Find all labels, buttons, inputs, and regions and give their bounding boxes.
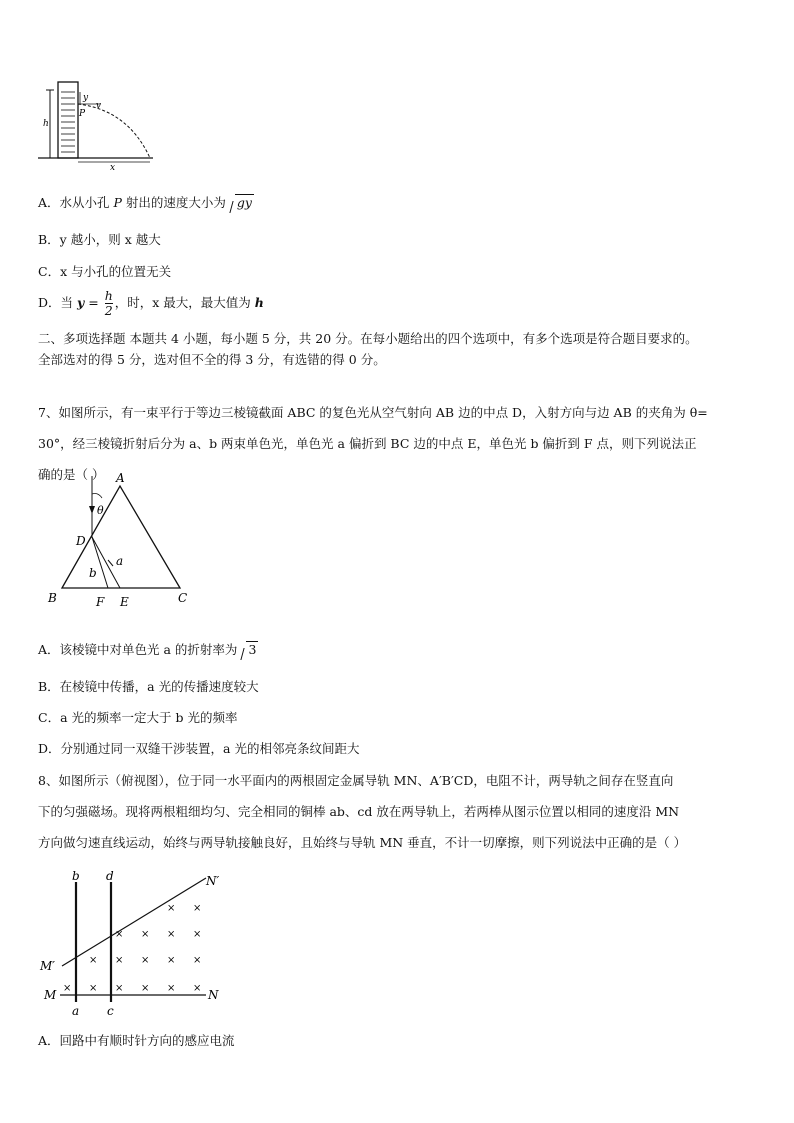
fig1-label-x: x bbox=[110, 163, 116, 172]
prism-vertex-b: B bbox=[48, 591, 57, 605]
fig1-label-y: y bbox=[83, 93, 89, 103]
field-cross: × bbox=[193, 929, 202, 940]
fig1-label-v: v bbox=[96, 101, 102, 111]
prism-point-e: E bbox=[120, 595, 129, 609]
prism-theta: θ bbox=[97, 504, 104, 517]
rails-label-b: b bbox=[72, 869, 80, 883]
q7-option-b: B．在棱镜中传播，a 光的传播速度较大 bbox=[38, 679, 259, 694]
q6-option-c: C．x 与小孔的位置无关 bbox=[38, 264, 172, 279]
q8-option-a: A．回路中有顺时针方向的感应电流 bbox=[38, 1033, 235, 1048]
q7-stem-line1: 7、如图所示，有一束平行于等边三棱镜截面 ABC 的复色光从空气射向 AB 边的中点 D，入射方向与边 AB 的夹角为 θ= bbox=[38, 405, 708, 420]
fraction-h-over-2: $\frac{h}{2}$ bbox=[104, 288, 113, 318]
q8-stem-line1: 8、如图所示（俯视图），位于同一水平面内的两根固定金属导轨 MN、A′B′CD，电阻不计，两导轨之间存在竖直向 bbox=[38, 773, 674, 788]
field-cross: × bbox=[115, 929, 124, 940]
field-cross: × bbox=[115, 983, 124, 994]
sqrt-3: 3 bbox=[237, 642, 258, 657]
rails-label-a: a bbox=[72, 1004, 80, 1018]
fig1-label-p: P bbox=[79, 109, 86, 119]
prism-vertex-c: C bbox=[178, 591, 188, 605]
rails-label-n: N bbox=[208, 988, 219, 1002]
rails-label-m-prime: M′ bbox=[40, 959, 56, 973]
rails-label-m: M bbox=[44, 988, 57, 1002]
field-cross: × bbox=[193, 903, 202, 914]
q7-stem-line2: 30°，经三棱镜折射后分为 a、b 两束单色光，单色光 a 偏折到 BC 边的中点 E，单色光 b 偏折到 F 点，则下列说法正 bbox=[38, 436, 697, 451]
field-cross: × bbox=[167, 955, 176, 966]
q7-option-d: D．分别通过同一双缝干涉装置，a 光的相邻亮条纹间距大 bbox=[38, 741, 360, 756]
prism-vertex-a: A bbox=[116, 471, 125, 485]
magnetic-field-crosses bbox=[63, 903, 201, 994]
container-figure bbox=[38, 80, 168, 172]
q6-option-a: A．水从小孔 P 射出的速度大小为 gy bbox=[38, 195, 252, 210]
field-cross: × bbox=[193, 955, 202, 966]
field-cross: × bbox=[141, 983, 150, 994]
field-cross: × bbox=[89, 983, 98, 994]
prism-ray-b: b bbox=[89, 566, 97, 580]
field-cross: × bbox=[141, 929, 150, 940]
prism-ray-a: a bbox=[116, 554, 124, 568]
field-cross: × bbox=[115, 955, 124, 966]
rails-label-d: d bbox=[106, 869, 114, 883]
q7-option-a: A．该棱镜中对单色光 a 的折射率为 3 bbox=[38, 642, 257, 657]
fig1-label-h: h bbox=[43, 119, 49, 129]
rails-label-n-prime: N′ bbox=[206, 874, 220, 888]
field-cross: × bbox=[141, 955, 150, 966]
sqrt-gy: gy bbox=[226, 195, 254, 210]
q6-option-d: D．当 y = $\frac{h}{2}$ ，时，x 最大，最大值为 h bbox=[38, 288, 264, 318]
prism-point-f: F bbox=[96, 595, 105, 609]
field-cross: × bbox=[89, 955, 98, 966]
rails-figure bbox=[38, 868, 238, 1018]
q8-stem-line3: 方向做匀速直线运动，始终与两导轨接触良好，且始终与导轨 MN 垂直，不计一切摩擦，则下列说法中正确的是（ ） bbox=[38, 835, 687, 850]
prism-figure bbox=[40, 468, 200, 610]
prism-point-d: D bbox=[76, 534, 86, 548]
field-cross: × bbox=[193, 983, 202, 994]
section-heading-line2: 全部选对的得 5 分，选对但不全的得 3 分，有选错的得 0 分。 bbox=[38, 352, 386, 367]
field-cross: × bbox=[63, 983, 72, 994]
field-cross: × bbox=[167, 983, 176, 994]
q7-stem-line3: 确的是（ ） bbox=[38, 467, 105, 482]
rails-label-c: c bbox=[107, 1004, 114, 1018]
q7-option-c: C．a 光的频率一定大于 b 光的频率 bbox=[38, 710, 238, 725]
field-cross: × bbox=[167, 929, 176, 940]
q8-stem-line2: 下的匀强磁场。现将两根粗细均匀、完全相同的铜棒 ab、cd 放在两导轨上，若两棒从图示位置以相同的速度沿 MN bbox=[38, 804, 680, 819]
section-heading-line1: 二、多项选择题 本题共 4 小题，每小题 5 分，共 20 分。在每小题给出的四个选项中，有多个选项是符合题目要求的。 bbox=[38, 331, 698, 346]
field-cross: × bbox=[167, 903, 176, 914]
q6-option-b: B．y 越小，则 x 越大 bbox=[38, 232, 161, 247]
